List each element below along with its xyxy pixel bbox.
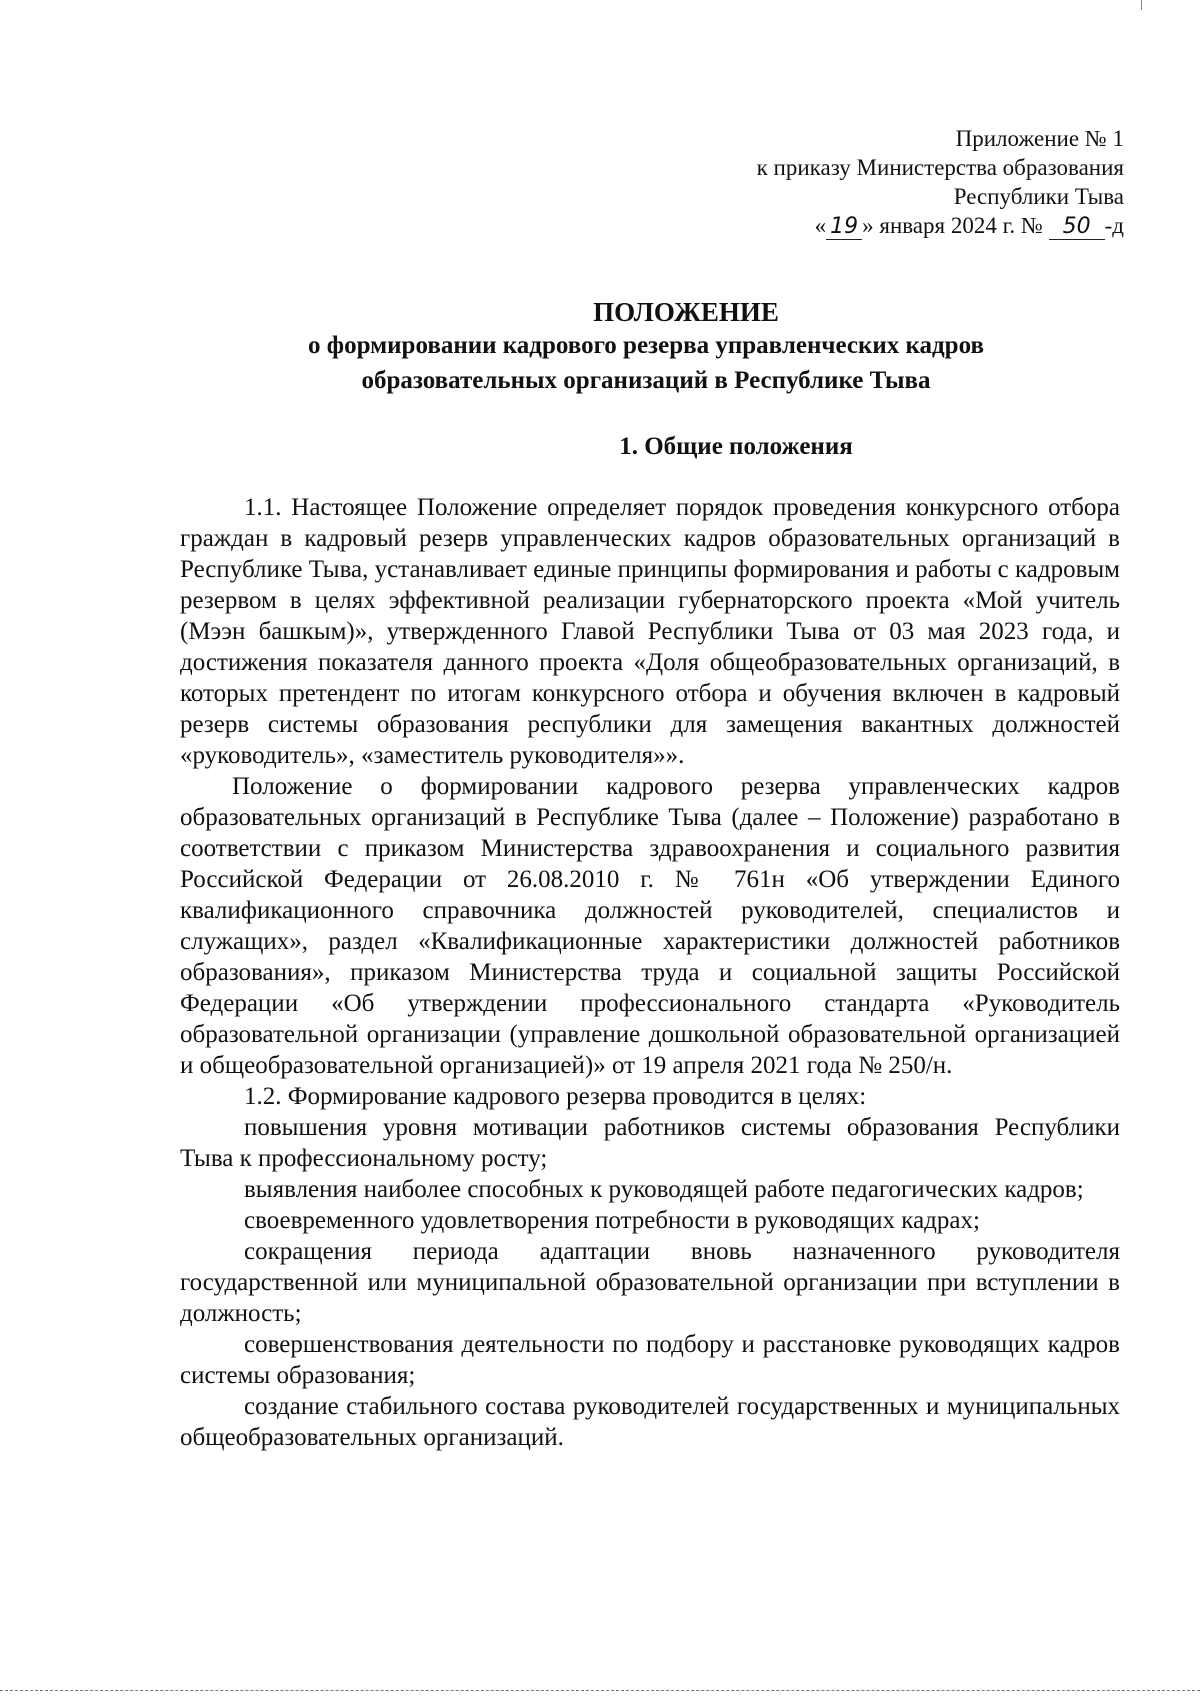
goal-item: своевременного удовлетворения потребности в руководящих кадрах; bbox=[244, 1207, 980, 1234]
document-title: ПОЛОЖЕНИЕ bbox=[593, 297, 779, 327]
document-subtitle-line-1: о формировании кадрового резерва управленческих кадров bbox=[308, 332, 984, 359]
document-subtitle-line-2: образовательных организаций в Республике Тыва bbox=[361, 367, 931, 394]
paragraph-1-1: 1.1. Настоящее Положение определяет порядок проведения конкурсного отбора граждан в кадровый резерв управленческих кадров образовательных организаций в Республике Тыва, устанавливает единые принципы формирования и работы с кадровым резервом в целях эффективной реализации губернаторского проекта «Мой учитель (Мээн башкым)», утвержденного Главой Республики Тыва от 03 мая 2023 года, и достижения показателя данного проекта «Доля общеобразовательных организаций, в которых претендент по итогам конкурсного отбора и обучения включен в кадровый резерв системы образования республики для замещения вакантных должностей «руководитель», «заместитель руководителя»». bbox=[180, 494, 1120, 769]
document-title-block bbox=[176, 296, 1116, 398]
scan-mark bbox=[1141, 0, 1142, 10]
scan-edge-line bbox=[0, 1690, 1200, 1691]
goal-item: выявления наиболее способных к руководящей работе педагогических кадров; bbox=[244, 1176, 1084, 1203]
republic-name: Республики Тыва bbox=[953, 184, 1124, 209]
order-reference: к приказу Министерства образования bbox=[756, 155, 1124, 180]
handwritten-order-number: 50 bbox=[1049, 215, 1105, 240]
section-heading: 1. Общие положения bbox=[619, 433, 853, 460]
goal-item: сокращения периода адаптации вновь назначенного руководителя государственной или муниципальной образовательной организации при вступлении в должность; bbox=[180, 1238, 1120, 1327]
document-body bbox=[180, 492, 1120, 1453]
goal-item: повышения уровня мотивации работников системы образования Республики Тыва к профессиональному росту; bbox=[180, 1114, 1120, 1172]
appendix-header bbox=[757, 124, 1124, 240]
date-open-quote: « bbox=[814, 213, 827, 238]
order-date-line bbox=[757, 211, 1124, 240]
date-rest: » января 2024 г. № bbox=[862, 213, 1043, 238]
goal-item: создание стабильного состава руководителей государственных и муниципальных общеобразовательных организаций. bbox=[180, 1393, 1120, 1451]
order-suffix: -д bbox=[1104, 213, 1124, 238]
handwritten-day: 19 bbox=[826, 215, 862, 240]
appendix-number: Приложение № 1 bbox=[955, 126, 1124, 151]
goal-item: совершенствования деятельности по подбору и расстановке руководящих кадров системы образования; bbox=[180, 1331, 1120, 1389]
paragraph-1-2: 1.2. Формирование кадрового резерва проводится в целях: bbox=[244, 1083, 867, 1110]
paragraph-regulation-basis: Положение о формировании кадрового резерва управленческих кадров образовательных организаций в Республике Тыва (далее – Положение) разработано в соответствии с приказом Министерства здравоохранения и социального развития Российской Федерации от 26.08.2010 г. № 761н «Об утверждении Единого квалификационного справочника должностей руководителей, специалистов и служащих», раздел «Квалификационные характеристики должностей работников образования», приказом Министерства труда и социальной защиты Российской Федерации «Об утверждении профессионального стандарта «Руководитель образовательной организации (управление дошкольной образовательной организацией и общеобразовательной организацией)» от 19 апреля 2021 года № 250/н. bbox=[180, 773, 1120, 1079]
